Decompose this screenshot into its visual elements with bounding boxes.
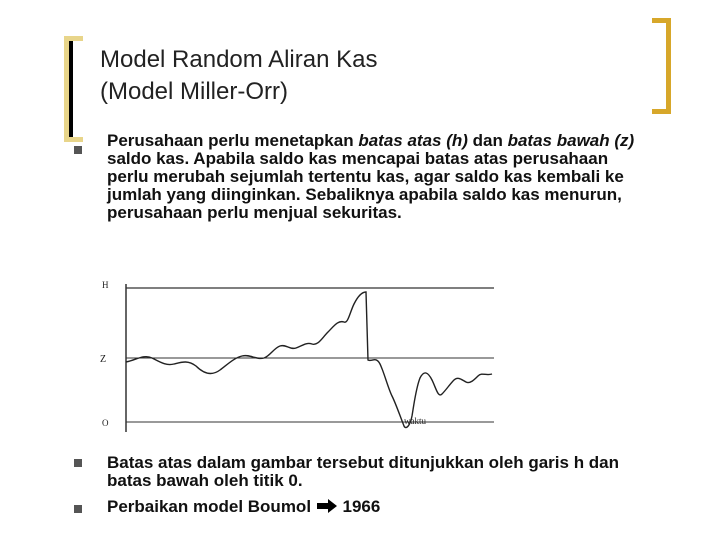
paragraph-1-italic-a: batas atas (h) xyxy=(358,131,468,150)
figure-cash-balance-curve xyxy=(126,292,492,428)
paragraph-1-italic-b: batas bawah (z) xyxy=(507,131,635,150)
paragraph-3 xyxy=(107,498,647,516)
right-bracket-decoration xyxy=(652,18,671,114)
paragraph-2: Batas atas dalam gambar tersebut ditunjukkan oleh garis h dan batas bawah oleh titik 0. xyxy=(107,453,620,490)
paragraph-1-text-a: Perusahaan perlu menetapkan xyxy=(107,131,359,150)
arrow-right-icon xyxy=(316,498,338,516)
slide-title xyxy=(100,44,620,108)
paragraph-3-year: 1966 xyxy=(342,497,381,516)
paragraph-1-text-c: saldo kas. Apabila saldo kas mencapai batas atas perusahaan perlu merubah sejumlah tertentu kas, agar saldo kas kembali ke jumlah yang diinginkan. Sebaliknya apabila saldo kas menurun, perusahaan perlu menjual sekuritas. xyxy=(107,149,624,222)
paragraph-1-text-b: dan xyxy=(467,131,508,150)
cash-flow-figure xyxy=(96,276,506,436)
figure-label-h: H xyxy=(102,280,109,290)
figure-label-o: O xyxy=(102,418,109,428)
bullet-square-icon xyxy=(74,459,82,467)
figure-label-waktu: waktu xyxy=(404,416,426,426)
paragraph-1 xyxy=(107,132,647,222)
paragraph-3-text: Perbaikan model Boumol xyxy=(107,497,312,516)
bullet-square-icon xyxy=(74,146,82,154)
bullet-square-icon xyxy=(74,505,82,513)
left-bracket-decoration xyxy=(64,36,83,142)
title-line-2: (Model Miller-Orr) xyxy=(100,78,288,105)
title-line-1: Model Random Aliran Kas xyxy=(100,46,378,73)
figure-label-z: Z xyxy=(100,354,107,365)
